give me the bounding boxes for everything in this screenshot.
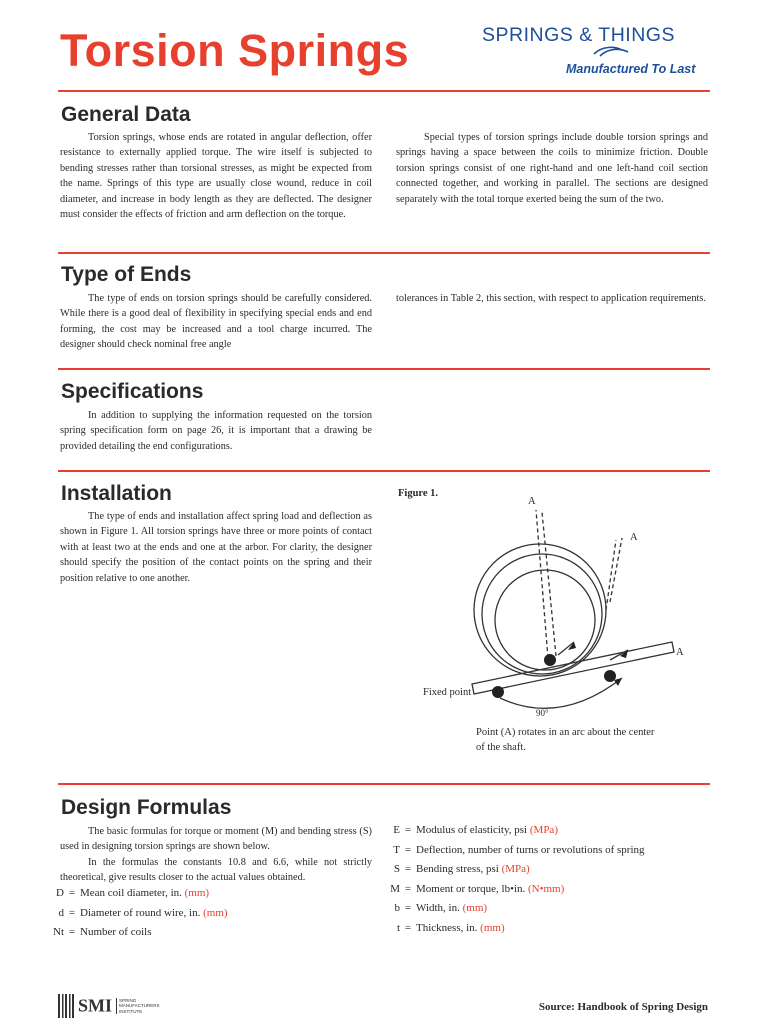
legend-item: T = Deflection, number of turns or revolutions of spring bbox=[393, 843, 645, 856]
divider bbox=[58, 470, 710, 472]
source-citation: Source: Handbook of Spring Design bbox=[538, 1001, 708, 1013]
brand-tagline: Manufactured To Last bbox=[566, 62, 696, 76]
brand-left: SPRINGS bbox=[482, 24, 574, 46]
legend-item: d = Diameter of round wire, in. (mm) bbox=[58, 906, 228, 919]
smi-sub-3: INSTITUTE bbox=[119, 1008, 143, 1014]
figure-title: Figure 1. bbox=[398, 488, 439, 499]
divider bbox=[58, 368, 710, 370]
figure-caption-line1: Point (A) rotates in an arc about the center bbox=[476, 727, 655, 738]
page-title: Torsion Springs bbox=[60, 25, 410, 76]
brand-amp: & bbox=[579, 24, 593, 46]
type-of-ends-left-text: The type of ends on torsion springs should be carefully considered. While there is a good deal of flexibility in specifying special ends and end forming, the cost may be increased and a tool charge incurred. The designer should check nominal free angle bbox=[60, 293, 372, 351]
legend-item: t = Thickness, in. (mm) bbox=[396, 921, 505, 934]
design-formulas-text-1: The basic formulas for torque or moment (M) and bending stress (S) used in designing torsion springs are shown below. bbox=[60, 826, 372, 853]
figure-fixed-point: Fixed point bbox=[423, 687, 472, 698]
legend-item: D = Mean coil diameter, in. (mm) bbox=[56, 887, 210, 899]
specifications-text: In addition to supplying the information requested on the torsion spring specification form on page 26, it is important that a drawing be provided detailing the end configurations. bbox=[60, 410, 372, 452]
figure-label-a-right: A bbox=[630, 532, 638, 543]
barcode-icon bbox=[58, 994, 74, 1018]
smi-sub-2: MANUFACTURERS bbox=[119, 1003, 160, 1009]
figure-caption-line2: of the shaft. bbox=[476, 742, 526, 753]
legend-item: S = Bending stress, psi (MPa) bbox=[393, 863, 530, 876]
figure-label-a-lever: A bbox=[676, 647, 684, 658]
type-of-ends-right-text: tolerances in Table 2, this section, with respect to application requirements. bbox=[396, 293, 706, 304]
smi-logo-text: SMI bbox=[78, 995, 113, 1016]
smi-logo bbox=[58, 994, 160, 1018]
design-formulas-text-2: In the formulas the constants 10.8 and 6.6, while not strictly theoretical, give results closer to the actual values obtained. bbox=[60, 857, 372, 884]
torsion-spring-figure bbox=[410, 490, 710, 760]
section-heading-design-formulas: Design Formulas bbox=[61, 796, 232, 819]
spring-logo-icon bbox=[592, 44, 632, 58]
legend-item: E = Modulus of elasticity, psi (MPa) bbox=[393, 824, 558, 836]
figure-label-a-top: A bbox=[528, 496, 536, 507]
legend-item: b = Width, in. (mm) bbox=[394, 902, 488, 915]
section-heading-specifications: Specifications bbox=[61, 380, 204, 403]
formula-legend-left bbox=[40, 884, 228, 943]
brand-right: THINGS bbox=[598, 24, 675, 46]
divider bbox=[58, 783, 710, 785]
formula-legend-right bbox=[376, 821, 645, 939]
general-data-left-text: Torsion springs, whose ends are rotated in angular deflection, offer resistance to externally applied torque. The wire itself is subjected to bending stresses rather than torsional stresses, as might be expected from the name. Springs of this type are usually close wound, reduce in coil diameter, and increase in body length as they are deflected. The designer must consider the effects of friction and arm deflection on the torque. bbox=[60, 132, 372, 221]
general-data-right-text: Special types of torsion springs include double torsion springs and springs having a space between the coils to minimize friction. Double torsion springs consist of one right-hand and one left-hand coil section connected together, and working in parallel. The sections are designed separately with the total torque exerted being the sum of the two. bbox=[396, 132, 708, 205]
section-heading-type-of-ends: Type of Ends bbox=[61, 263, 192, 286]
legend-item: M = Moment or torque, lb•in. (N•mm) bbox=[390, 882, 565, 895]
section-heading-installation: Installation bbox=[61, 482, 172, 505]
section-heading-general-data: General Data bbox=[61, 103, 191, 126]
figure-angle: 90° bbox=[536, 708, 549, 718]
smi-sub-1: SPRING bbox=[119, 997, 137, 1003]
divider bbox=[58, 90, 710, 92]
installation-text: The type of ends and installation affect spring load and deflection as shown in Figure 1. All torsion springs have three or more points of contact with at least two at the ends and one at the arbor. For clarity, the designer should specify the position of the contact points on the spring and their position relative to one another. bbox=[60, 511, 372, 584]
divider bbox=[58, 252, 710, 254]
legend-item: Nt = Number of coils bbox=[53, 926, 152, 939]
